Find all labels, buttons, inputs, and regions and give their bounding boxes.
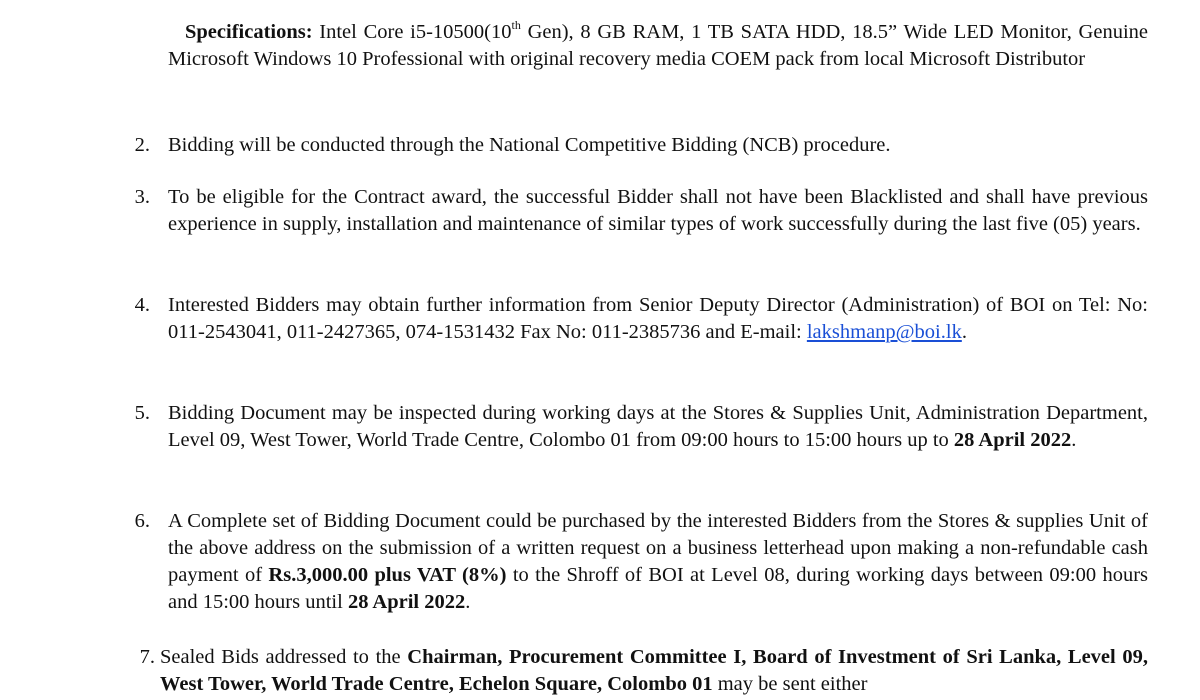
item-4-number: 4. [134, 294, 150, 316]
item-4-paragraph [168, 292, 1148, 346]
item-7-paragraph [160, 644, 1148, 698]
item-7-text-b: may be sent either [717, 673, 868, 695]
specifications-superscript: th [511, 18, 521, 33]
item-7-number: 7. [139, 646, 155, 668]
item-5-text: Bidding Document may be inspected during working days at the Stores & Supplies Unit, Administration Department, Level 09, West Tower, World Trade Centre, Colombo 01 from 09:00 hours to 15:00 hours up to [168, 402, 1148, 451]
email-link[interactable]: lakshmanp@boi.lk [806, 321, 962, 343]
item-6-fee: Rs.3,000.00 plus VAT (8%) [268, 564, 507, 586]
item-6-paragraph [168, 508, 1148, 616]
item-3-number: 3. [134, 186, 150, 208]
item-4-period: . [961, 321, 967, 343]
specifications-text-b: Gen), 8 GB RAM, 1 TB SATA HDD, 18.5” Wide LED Monitor, Genuine Microsoft Windows 10 Professional with original recovery media COEM pack from local Microsoft Distributor [168, 21, 1149, 70]
item-2-text: Bidding will be conducted through the National Competitive Bidding (NCB) procedure. [168, 134, 891, 156]
item-6-number: 6. [134, 510, 150, 532]
item-6-period: . [465, 591, 471, 613]
item-5-deadline: 28 April 2022 [953, 429, 1072, 451]
item-6-text-b: to the Shroff of BOI at Level 08, during working days between 09:00 hours and 15:00 hours until [168, 564, 1149, 613]
specifications-label: Specifications: [185, 21, 313, 43]
item-3-text: To be eligible for the Contract award, the successful Bidder shall not have been Blacklisted and shall have previous experience in supply, installation and maintenance of similar types of work successfully during the last five (05) years. [168, 186, 1148, 235]
item-5-period: . [1071, 429, 1077, 451]
item-2-number: 2. [134, 134, 150, 156]
item-7-text-a: Sealed Bids addressed to the [160, 646, 401, 668]
item-6-text-a: A Complete set of Bidding Document could be purchased by the interested Bidders from the Stores & supplies Unit of the above address on the submission of a written request on a business letterhead upon making a non-refundable cash payment of [168, 510, 1148, 586]
item-6-deadline: 28 April 2022 [347, 591, 466, 613]
item-5-number: 5. [134, 402, 150, 424]
item-5-paragraph [168, 400, 1148, 454]
item-4-text: Interested Bidders may obtain further information from Senior Deputy Director (Administration) of BOI on Tel: No: 011-2543041, 011-2427365, 074-1531432 Fax No: 011-2385736 and E-mail: [168, 294, 1148, 343]
specifications-paragraph [168, 19, 1148, 73]
specifications-text-a: Intel Core i5-10500(10 [319, 21, 512, 43]
item-7-address: Chairman, Procurement Committee I, Board of Investment of Sri Lanka, Level 09, West Tower, World Trade Centre, Echelon Square, Colombo 01 [160, 646, 1148, 695]
